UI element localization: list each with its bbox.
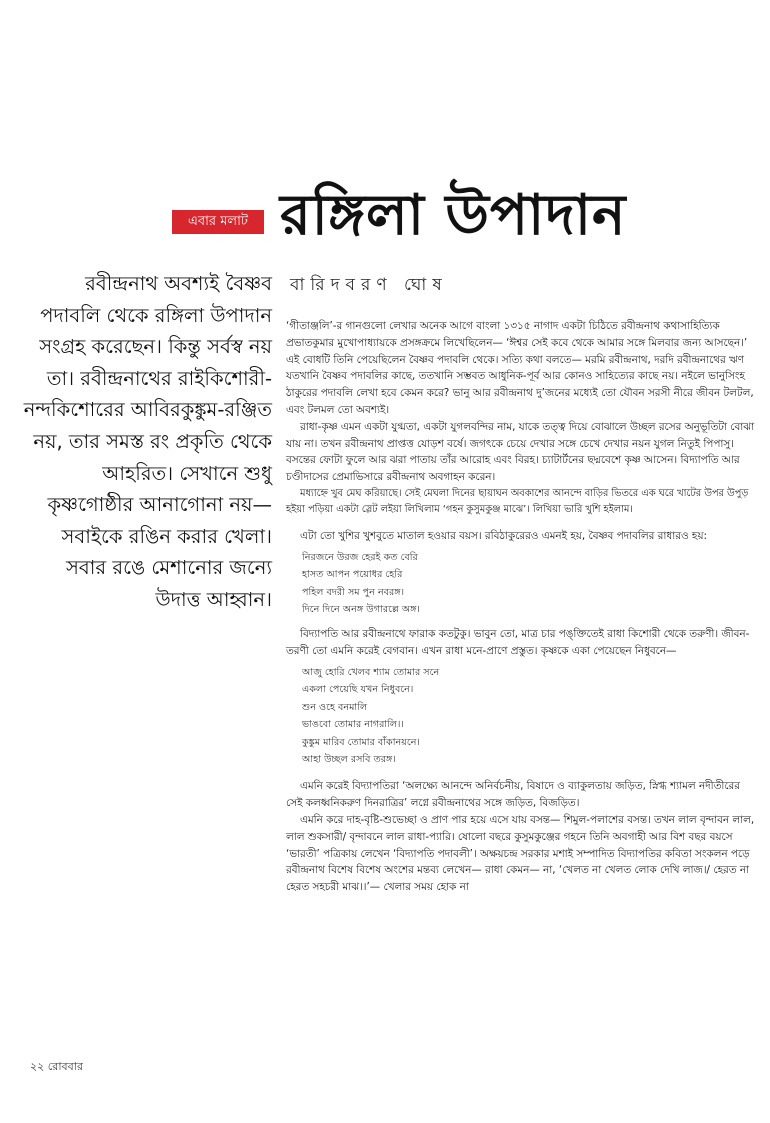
verse-line: কুঙ্কুম মারিব তোমার বাঁকানয়নে।: [302, 736, 420, 748]
article-paragraph: বিদ্যাপতি আর রবীন্দ্রনাথে ফারাক কতটুকু। ভাবুন তো, মাত্র চার পঙ্‌ক্তিতেই রাধা কিশোরী থেকে তরুণী। জীবন-তরণী তো এমনি করেই বেগবান। এখন রাধা মনে-প্রাণে প্রস্তুত। কৃষ্ণকে একা পেয়েছেন নিধুবনে—: [286, 628, 750, 658]
byline: বারিদবরণ ঘোষ: [290, 275, 448, 295]
article-body: [286, 318, 756, 896]
article-paragraph: এমনি করে দাহ-বৃষ্টি-শুভেচ্ছা ও প্রাণ পার হয়ে এসে যায় বসন্ত— শিমুল-পলাশের বসন্ত। তখন লাল বৃন্দাবন লাল, লাল শুকসারী/ বৃন্দাবনে লাল রাধা-প্যারি। ষোলো বছরে কুসুমকুঞ্জের গহনে তিনি অবগাহী আর বিশ বছর বয়সে ‘ভারতী’ পত্রিকায় লেখেন ‘বিদ্যাপতি পদাবলী’। অক্ষয়চন্দ্র সরকার মশাই সম্পাদিত বিদ্যাপতির কবিতা সংকলন পড়ে রবীন্দ্রনাথ বিশেষ বিশেষ অংশের মন্তব্য লেখেন— রাধা কেমন— না, ‘খেলত না খেলত লোক দেখি লাজ।/ হেরত না হেরত সহচরী মাঝ।।’— খেলার সময় হোক না: [286, 814, 755, 894]
verse-line: পহিল বদরী সম পুন নবরঙ্গ।: [302, 586, 405, 598]
verse-line: আজু হোরি খেলব শ্যাম তোমার সনে: [302, 666, 440, 678]
article-paragraph: এমনি করেই বিদ্যাপতিরা ‘অলক্ষ্যে আনন্দে অনির্বচনীয়, বিষাদে ও ব্যাকুলতায় জড়িত, স্নিগ্ধ শ্যামল নদীতীরের সেই কলধ্বনিকরুণ দিনরাত্রির’ লগ্নে রবীন্দ্রনাথের সঙ্গে জড়িত, বিজড়িত।: [286, 780, 740, 810]
pull-quote: রবীন্দ্রনাথ অবশ্যই বৈষ্ণব পদাবলি থেকে রঙ্গিলা উপাদান সংগ্রহ করেছেন। কিন্তু সর্বস্ব নয় তা। রবীন্দ্রনাথের রাইকিশোরী-নন্দকিশোরের আবিরকুঙ্কুম-রঞ্জিত নয়, তার সমস্ত রং প্রকৃতি থেকে আহরিত। সেখানে শুধু কৃষ্ণগোষ্ঠীর আনাগোনা নয়— সবাইকে রঙিন করার খেলা। সবার রঙে মেশানোর জন্যে উদাত্ত আহ্বান।: [23, 272, 272, 611]
verse-block: [302, 549, 756, 619]
verse-line: একলা পেয়েছি যখন নিধুবনে।: [302, 684, 414, 696]
verse-line: দিনে দিনে অনঙ্গ উগারল্লে অঙ্গ।: [302, 603, 420, 615]
verse-line: আহা উচ্ছল রসবি তরঙ্গ।: [302, 754, 396, 766]
verse-line: শুন ওহে বনমালি: [302, 701, 368, 713]
article-paragraph: ‘গীতাঞ্জলি’-র গানগুলো লেখার অনেক আগে বাংলা ১৩১৫ নাগাদ একটা চিঠিতে রবীন্দ্রনাথ কথাসাহিত্যিক প্রভাতকুমার মুখোপাধ্যায়কে প্রসঙ্গক্রমে লিখেছিলেন— ‘ঈশ্বর সেই কবে থেকে আমার সঙ্গে মিলবার জন্য আসছেন।’ এই বোধটি তিনি পেয়েছিলেন বৈষ্ণব পদাবলি থেকে। সত্যি কথা বলতে— মরমি রবীন্দ্রনাথ, দরদি রবীন্দ্রনাথের ঋণ যতখানি বৈষ্ণব পদাবলির কাছে, ততখানি সম্ভবত আধুনিক-পূর্ব আর কোনও সাহিত্যের কাছে নয়। নইলে ভানুসিংহ ঠাকুরের পদাবলি লেখা হবে কেমন করে? ভানু আর রবীন্দ্রনাথ দু’জনের মধ্যেই তো যৌবন সরসী নীরে জীবন টলটল, এবং টলমল তো অবশ্যই।: [286, 320, 754, 416]
verse-line: নিরজনে উরজ হেরই কত বেরি: [302, 551, 418, 563]
headline: রঙ্গিলা উপাদান: [280, 183, 627, 248]
verse-block: [302, 664, 756, 768]
verse-line: হাসত আপন পয়োধর হেরি: [302, 569, 403, 581]
page-footer: ২২ রোববার: [30, 1060, 83, 1073]
article-paragraph: রাধা-কৃষ্ণ এমন একটা যুগ্মতা, একটা যুগলবন্দির নাম, যাকে তত্ত্ব দিয়ে বোঝালে উচ্ছল রসের অনুভূতিটা বোঝা যায় না। তখন রবীন্দ্রনাথ প্রাপ্তত্ত যোড়শ বর্ষে। জগৎকে চেয়ে দেখার সঙ্গে চেখে দেখার নয়ন যুগল নিতুই পিপাসু। বসন্তের ফোটা ফুলে আর ঝরা পাতায় তাঁর আরোহ এবং বিরহ। চ্যাটার্টনের ছদ্মবেশে কৃষ্ণ আসেন। বিদ্যাপতি আর চণ্ডীদাসের প্রেমাভিসারে রবীন্দ্রনাথ অবগাহন করেন।: [286, 420, 755, 484]
article-paragraph: এটা তো খুশির খুশবুতে মাতাল হওয়ার বয়স। রবিঠাকুরেরও এমনই হয়, বৈষ্ণব পদাবলির রাধারও হয়:: [300, 529, 707, 542]
verse-line: ভাঙবো তোমার নাগরালি।।: [302, 719, 404, 731]
section-tag: এবার মলাট: [172, 210, 264, 234]
block-quote: মধ্যাহ্নে খুব মেঘ করিয়াছে। সেই মেঘলা দিনের ছায়াঘন অবকাশের আনন্দে বাড়ির ভিতরে এক ঘরে খাটের উপর উপুড় হইয়া পড়িয়া একটা স্লেট লইয়া লিখিলাম ‘গহন কুসুমকুঞ্জ মাঝে’। লিখিয়া ভারি খুশি হইলাম।: [286, 487, 749, 515]
